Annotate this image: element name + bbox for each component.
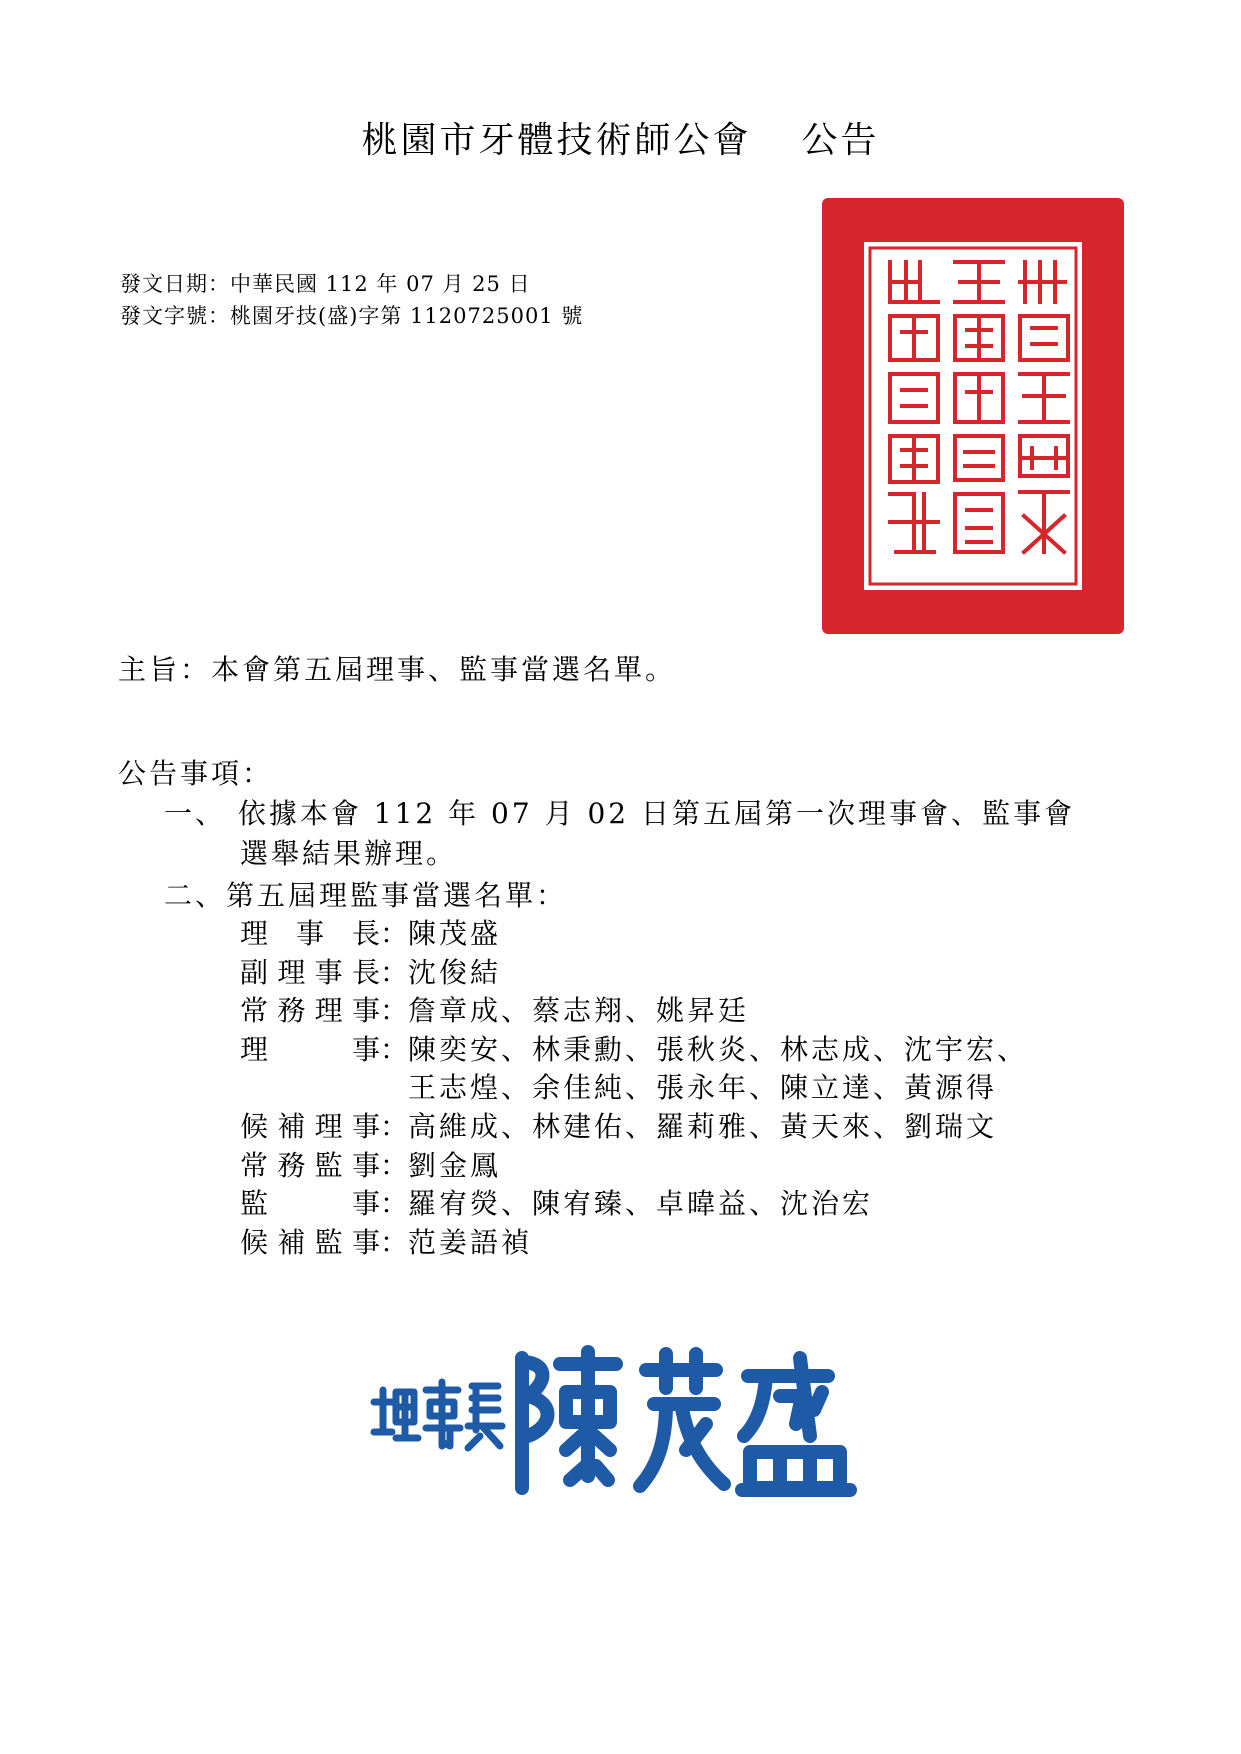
roster-names: 羅宥熒、陳宥臻、卓暐益、沈治宏: [408, 1187, 874, 1220]
subject-line: 主旨：本會第五屆理事、監事當選名單。: [118, 653, 677, 686]
roster-names: 王志煌、余佳純、張永年、陳立達、黃源得: [408, 1071, 998, 1104]
roster-role: 副 理 事 長 ：: [240, 956, 408, 989]
roster-names: 沈俊結: [408, 956, 502, 989]
roster-names: 高維成、林建佑、羅莉雅、黃天來、劉瑞文: [408, 1110, 998, 1143]
official-seal-stamp: [820, 196, 1126, 636]
roster-names: 劉金鳳: [408, 1149, 502, 1182]
roster-role: 監 事 ：: [240, 1187, 408, 1220]
roster-names: 范姜語禎: [408, 1226, 533, 1259]
roster-role: 常 務 理 事 ：: [240, 994, 408, 1027]
roster-role: 常 務 監 事 ：: [240, 1149, 408, 1182]
roster-role: 候 補 監 事 ：: [240, 1226, 408, 1259]
roster-role: 候 補 理 事 ：: [240, 1110, 408, 1143]
roster-names: 詹章成、蔡志翔、姚昇廷: [408, 994, 750, 1027]
announcement-label: 公告事項：: [118, 757, 274, 790]
roster-names: 陳奕安、林秉勳、張秋炎、林志成、沈宇宏、: [408, 1033, 1029, 1066]
chairman-signature: [370, 1340, 890, 1500]
item-one-line-2: 選舉結果辦理。: [240, 837, 458, 870]
roster-names: 陳茂盛: [408, 917, 502, 950]
item-one-line-1: 一、 依據本會 112 年 07 月 02 日第五屆第一次理事會、監事會: [164, 797, 1076, 830]
issue-date: 發文日期：中華民國 112 年 07 月 25 日: [120, 272, 531, 296]
roster-role: 理 事 ：: [240, 1033, 408, 1066]
document-number: 發文字號：桃園牙技(盛)字第 1120725001 號: [120, 304, 584, 328]
org-name: 桃園市牙體技術師公會: [361, 120, 752, 161]
document-title: [0, 112, 1241, 163]
doc-type: 公告: [801, 120, 880, 161]
roster-role: 理 事 長 ：: [240, 917, 408, 950]
item-two-heading: 二、第五屆理監事當選名單：: [164, 879, 568, 912]
